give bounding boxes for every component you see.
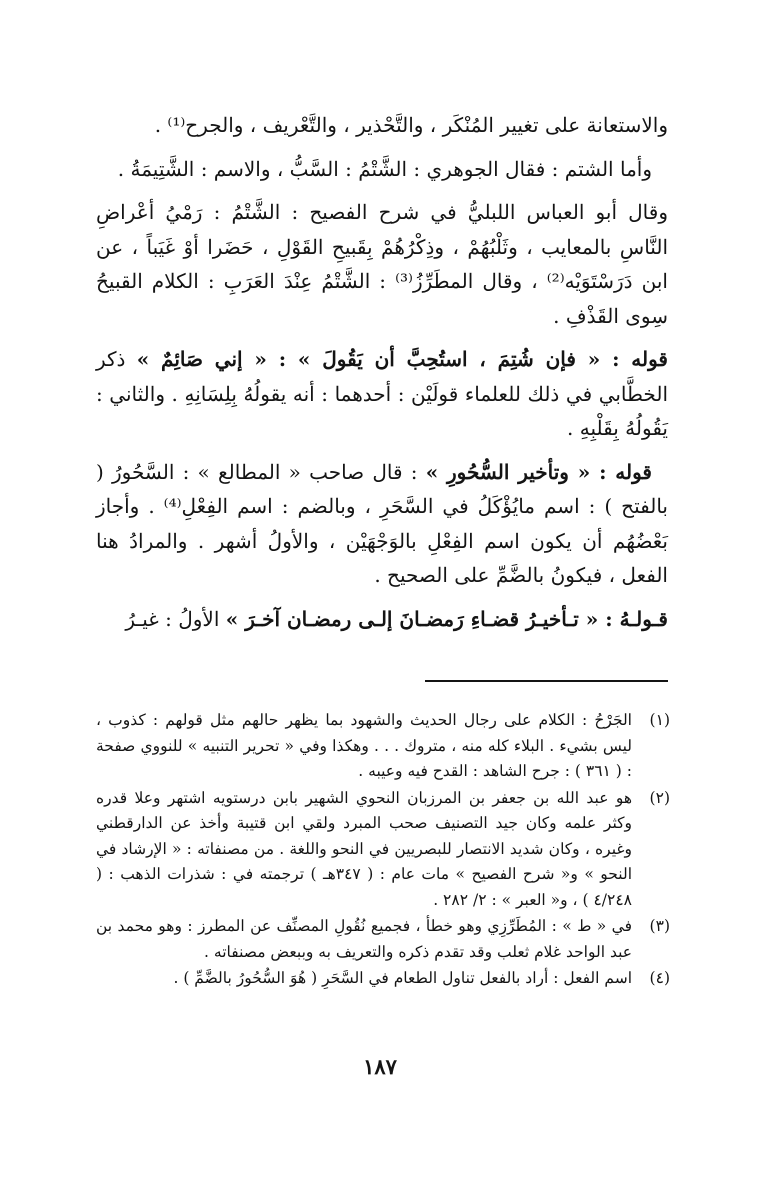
quoted-heading: قـولـهُ : « تـأخيـرُ قضـاءِ رَمضـانَ إلـى رمضـان آخـرَ »: [225, 606, 668, 631]
paragraph-text: وقال أبو العباس اللبليُّ في شرح الفصيح : الشَّتْمُ : رَمْيُ أعْراضِ النَّاسِ بالمعايب ، وثَلْبُهُمْ ، وذِكْرُهُمْ بِقَبيحِ القَوْلِ ، حَضَرا أوْ غَيَباً ، عن ابن دَرَسْتَوَيْه⁽²⁾ ، وقال المطَرِّزُ⁽³⁾ : الشَّتْمُ عِنْدَ العَرَبِ : الكلام القبيحُ سِوى القَذْفِ .: [96, 200, 668, 328]
paragraph-text: والاستعانة على تغيير المُنْكَر ، والتَّحْذير ، والتَّعْريف ، والجرح⁽¹⁾ .: [154, 113, 668, 137]
footnotes: [96, 708, 670, 993]
paragraph-text: وأما الشتم : فقال الجوهري : الشَّتْمُ : السَّبُّ ، والاسم : الشَّتِيمَةُ .: [117, 156, 652, 181]
footnote-number: (٤): [649, 969, 670, 987]
main-text: [96, 108, 668, 645]
paragraph-text: ذكر الخطَّابي في ذلك للعلماء قولَيْن : أحدهما : أنه يقولُهُ بِلِسَانِهِ . والثاني : يَقُولُهُ بِقَلْبِهِ .: [96, 347, 668, 440]
paragraph-3: [96, 195, 668, 333]
footnote-text: في « ط » : المُطَرِّزِي وهو خطأ ، فجميع نُقُولِ المصنِّف عن المطرز : وهو محمد بن عبد الواحد غلام ثعلب وقد تقدم ذكره والتعريف به وببعض مصنفاته .: [96, 917, 632, 961]
page-number: ١٨٧: [363, 1054, 397, 1079]
paragraph-4: [96, 342, 668, 446]
paragraph-text: : قال صاحب « المطالع » : السَّحُورُ ( بالفتح ) : اسم مايُؤْكَلُ في السَّحَرِ ، وبالضم : اسم الفِعْلِ⁽⁴⁾ . وأجاز بَعْضُهُم أن يكون اسم الفِعْلِ بالوَجْهَيْن ، والأولُ أشهر . والمرادُ هنا الفعل ، فيكونُ بالضَّمِّ على الصحيح .: [96, 459, 668, 587]
footnote-1: [96, 708, 670, 785]
paragraph-5: [96, 455, 668, 593]
footnote-number: (٣): [649, 917, 670, 935]
paragraph-2: [96, 152, 668, 187]
footnote-text: الجَرْحُ : الكلام على رجال الحديث والشهود بما يظهر حالهم مثل قولهم : كذوب ، ليس بشيء . البلاء كله منه ، متروك . . . وهكذا وفي « تحرير التنبيه » للنووي صفحة : ( ٣٦١ ) : جرح الشاهد : القدح فيه وعيبه .: [96, 711, 632, 780]
footnote-number: (١): [649, 711, 670, 729]
footnote-2: [96, 786, 670, 914]
footnote-4: [96, 966, 670, 992]
paragraph-1: [96, 108, 668, 143]
footnote-3: [96, 914, 670, 965]
footnote-divider: [425, 680, 668, 682]
footnote-text: اسم الفعل : أراد بالفعل تناول الطعام في السَّحَرِ ( هُوَ السُّحُورُ بالضَّمِّ ) .: [173, 969, 632, 987]
footnote-number: (٢): [649, 788, 670, 807]
footnote-text: هو عبد الله بن جعفر بن المرزبان النحوي الشهير بابن درستويه اشتهر وعلا قدره وكثر علمه وكان جيد التصنيف صحب المبرد ولقي ابن قتيبة وأخذ عن الدارقطني وغيره ، وكان شديد الانتصار للبصريين في النحو واللغة . من مصنفاته : « الإرشاد في النحو » و« شرح الفصيح » مات عام : ( ٣٤٧هـ ) ترجمته في : شذرات الذهب : ( ٤/٢٤٨ ) ، و« العبر » : ٢/ ٢٨٢ .: [96, 788, 632, 909]
quoted-heading: قوله : « فإن شُتِمَ ، استُحِبَّ أن يَقُولَ » : « إني صَائِمٌ »: [136, 347, 668, 371]
quoted-heading: قوله : « وتأخير السُّحُورِ »: [425, 459, 652, 484]
paragraph-text: الأولُ : غيـرُ: [125, 606, 226, 631]
paragraph-6: [96, 602, 668, 637]
